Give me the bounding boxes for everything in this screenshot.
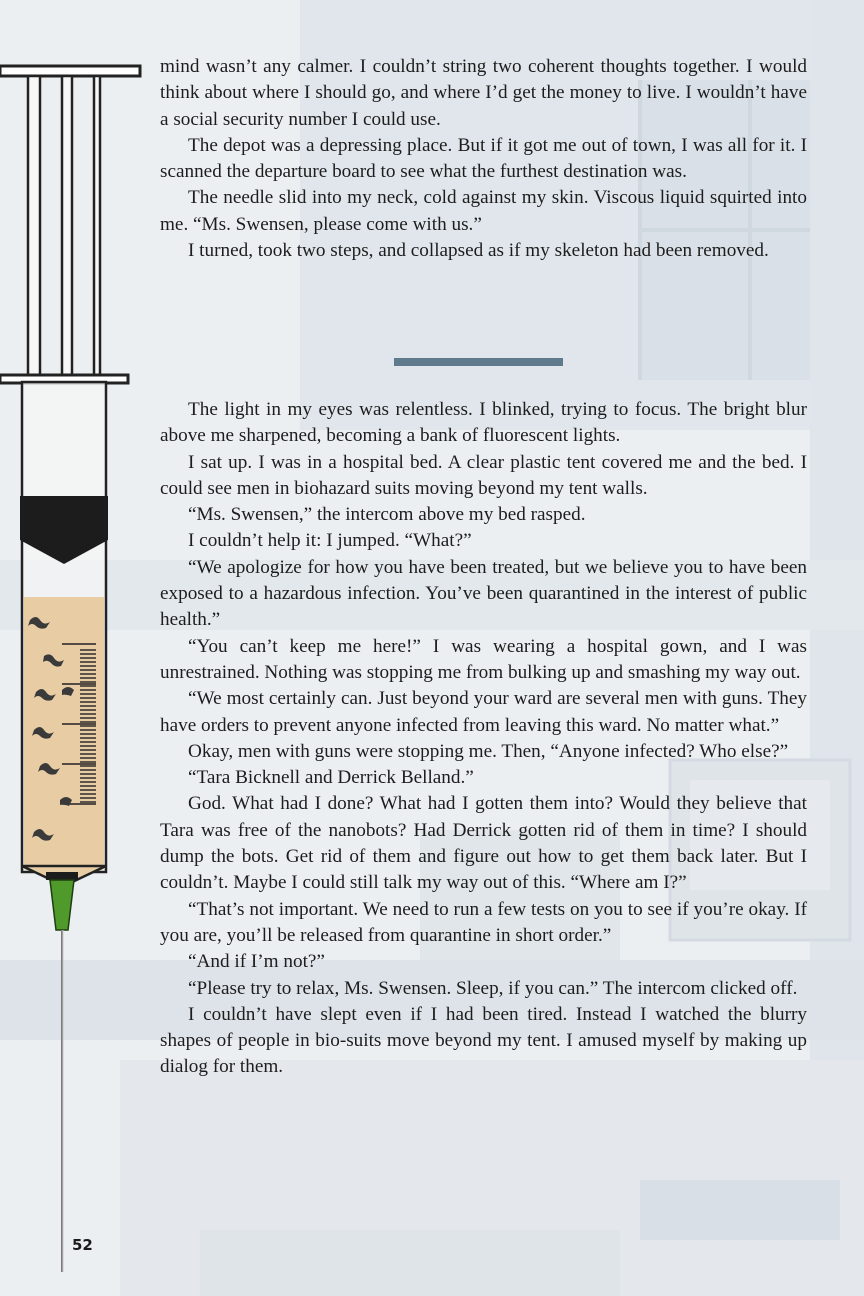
paragraph: Okay, men with guns were stopping me. Then, “Anyone infected? Who else?”	[188, 740, 789, 762]
paragraph: mind wasn’t any calmer. I couldn’t string two coherent thoughts together. I would think about where I should go, and where I’d get the money to live. I wouldn’t have a social security number I could use.	[160, 56, 807, 130]
paragraph: “We apologize for how you have been treated, but we believe you to have been exposed to a hazardous infection. You’ve been quarantined in the interest of public health.”	[160, 556, 807, 631]
paragraph: I couldn’t help it: I jumped. “What?”	[188, 530, 472, 552]
section-divider	[394, 358, 563, 366]
paragraph: “And if I’m not?”	[188, 951, 325, 973]
paragraph: “Ms. Swensen,” the intercom above my bed rasped.	[188, 504, 586, 526]
paragraph: “We most certainly can. Just beyond your ward are several men with guns. They have orders to prevent anyone infected from leaving this ward. No matter what.”	[160, 688, 807, 736]
text-block-main	[160, 397, 807, 1081]
syringe-illustration	[0, 60, 150, 1280]
text-block-top	[160, 54, 807, 264]
page-number: 52	[72, 1236, 93, 1254]
paragraph: The light in my eyes was relentless. I blinked, trying to focus. The bright blur above me sharpened, becoming a bank of fluorescent lights.	[160, 399, 807, 447]
paragraph: “Tara Bicknell and Derrick Belland.”	[188, 767, 474, 789]
paragraph: “That’s not important. We need to run a few tests on you to see if you’re okay. If you are, you’ll be released from quarantine in short order.”	[160, 898, 807, 946]
paragraph: I sat up. I was in a hospital bed. A clear plastic tent covered me and the bed. I could see men in biohazard suits moving beyond my tent walls.	[160, 451, 807, 499]
paragraph: I couldn’t have slept even if I had been tired. Instead I watched the blurry shapes of people in bio-suits move beyond my tent. I amused myself by making up dialog for them.	[160, 1003, 807, 1078]
paragraph: “You can’t keep me here!” I was wearing a hospital gown, and I was unrestrained. Nothing was stopping me from bulking up and smashing my way out.	[160, 635, 807, 683]
paragraph: I turned, took two steps, and collapsed as if my skeleton had been removed.	[188, 240, 769, 262]
paragraph: The depot was a depressing place. But if it got me out of town, I was all for it. I scanned the departure board to see what the furthest destination was.	[160, 134, 807, 183]
paragraph: God. What had I done? What had I gotten them into? Would they believe that Tara was free of the nanobots? Had Derrick gotten rid of them in time? I should dump the bots. Get rid of them and figure out how to get them back later. But I couldn’t. Maybe I could still talk my way out of this. “Where am I?”	[160, 793, 807, 894]
paragraph: The needle slid into my neck, cold against my skin. Viscous liquid squirted into me. “Ms. Swensen, please come with us.”	[160, 187, 807, 235]
paragraph: “Please try to relax, Ms. Swensen. Sleep, if you can.” The intercom clicked off.	[188, 977, 798, 999]
